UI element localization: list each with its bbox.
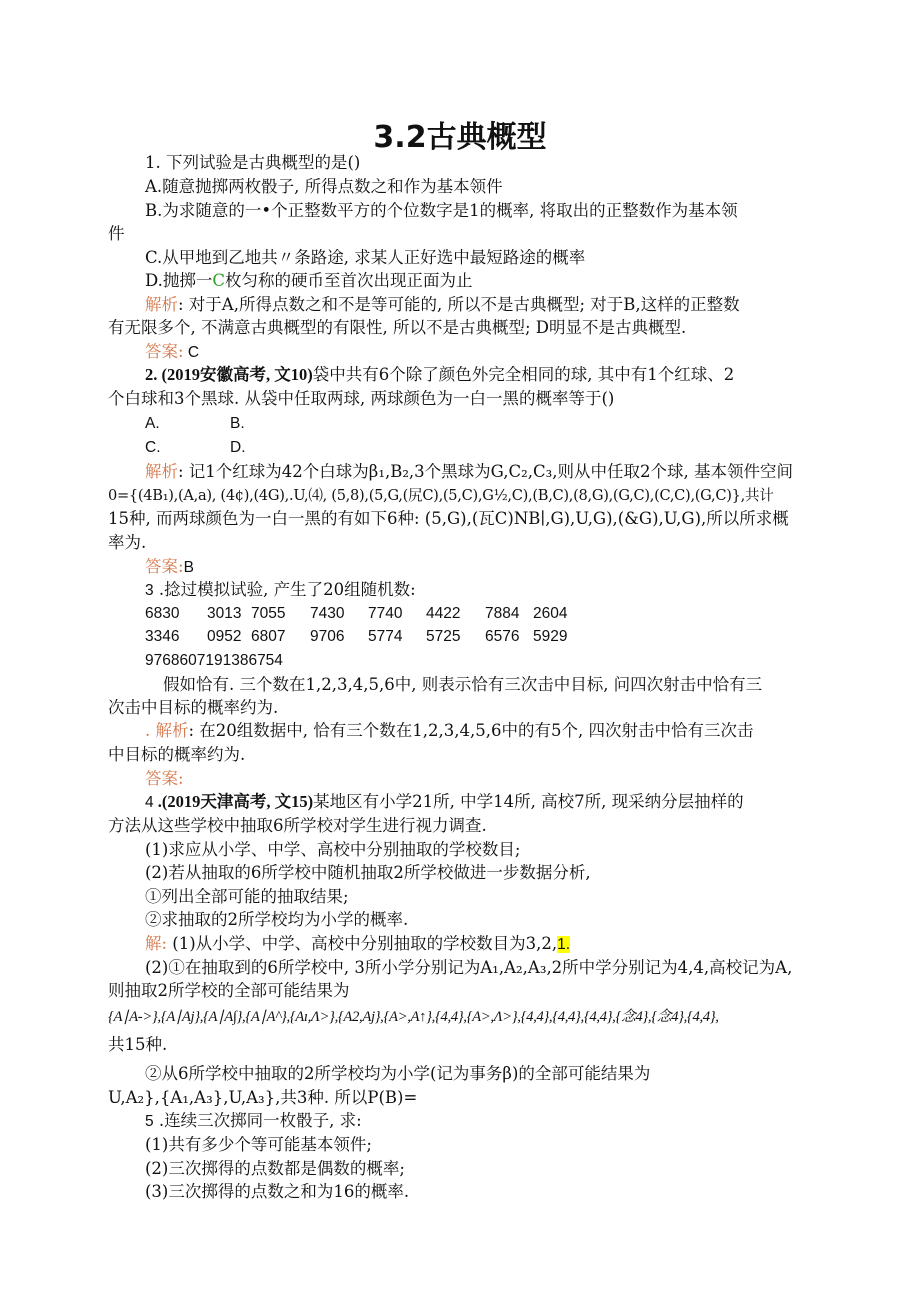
q5-number: 5 — [145, 1113, 154, 1130]
q1-option-d-pre: D.抛掷一 — [145, 271, 213, 290]
q2-option-c: C. — [145, 439, 161, 456]
q3-text-cont: 次击中目标的概率约为. — [108, 698, 279, 717]
q5-stem-text: .连续三次掷同一枚骰子, 求: — [153, 1111, 362, 1130]
q2-sample-space: 0={(4B₁),(A,a), (4¢),(4G),.U,⑷, (5,8),(5,G,(尻C),(5,C),G½,C),(B,C),(8,G),(G,C),(C,C),(G,C)},共计 — [108, 487, 774, 504]
random-number: 6830 — [145, 605, 180, 622]
q1-option-d — [145, 270, 473, 292]
q1-stem: 1. 下列试验是古典概型的是() — [145, 153, 361, 172]
q2-stem — [145, 364, 734, 386]
q1-analysis-cont: 有无限多个, 不满意古典概型的有限性, 所以不是古典概型; D明显不是古典概型. — [108, 318, 687, 337]
q3-analysis-label: . 解析 — [145, 721, 189, 740]
q1-option-a: A.随意抛掷两枚骰子, 所得点数之和作为基本领件 — [145, 177, 503, 196]
q4-outcomes-count: 共15种. — [108, 1035, 168, 1054]
q2-answer-label: 答案: — [145, 557, 184, 576]
q2-source: (2019安徽高考, 文10) — [157, 365, 313, 384]
random-number: 3346 — [145, 628, 180, 645]
random-number: 7884 — [485, 605, 520, 622]
q4-part-2: (2)若从抽取的6所学校中随机抽取2所学校做进一步数据分析, — [145, 863, 591, 882]
q4-solution-part-3-cont: U,A₂},{A₁,A₃},U,A₃},共3种. 所以P(B)= — [108, 1088, 418, 1107]
q2-number: 2. — [145, 365, 158, 384]
q3-analysis — [145, 720, 754, 742]
q2-answer — [145, 556, 194, 579]
q2-analysis-text: : 记1个红球为42个白球为β₁,B₂,3个黑球为G,C₂,C₃,则从中任取2个球, 基本领件空间 — [178, 462, 793, 481]
q4-solution — [145, 933, 570, 956]
q2-stem-text: 袋中共有6个除了颜色外完全相同的球, 其中有1个红球、2 — [312, 365, 735, 384]
q4-solution-part-3: ②从6所学校中抽取的2所学校均为小学(记为事务β)的全部可能结果为 — [145, 1064, 651, 1083]
q1-answer — [145, 341, 199, 364]
q1-option-d-mark: C — [212, 271, 226, 290]
random-number: 3013 — [207, 605, 242, 622]
q3-answer-label: 答案: — [145, 769, 184, 788]
q1-option-b-cont: 件 — [108, 224, 125, 243]
q4-stem-text: 某地区有小学21所, 中学14所, 高校7所, 现采纳分层抽样的 — [313, 792, 744, 811]
q4-part-2-sub-2: ②求抽取的2所学校均为小学的概率. — [145, 910, 409, 929]
random-number: 4422 — [426, 605, 461, 622]
q3-answer — [145, 768, 184, 790]
random-number: 5725 — [426, 628, 461, 645]
q2-option-b: B. — [230, 415, 245, 432]
q1-analysis-text: : 对于A,所得点数之和不是等可能的, 所以不是古典概型; 对于B,这样的正整数 — [178, 295, 740, 314]
page-title: 3.2古典概型 — [373, 120, 547, 155]
q4-source: .(2019天津高考, 文15) — [153, 792, 314, 811]
q2-analysis — [145, 461, 793, 483]
q2-analysis-label: 解析 — [145, 462, 178, 481]
random-number: 9706 — [310, 628, 345, 645]
q3-text: 假如恰有. 三个数在1,2,3,4,5,6中, 则表示恰有三次击中目标, 问四次射击中恰有三 — [163, 675, 763, 694]
q4-number: 4 — [145, 794, 154, 811]
q5-stem — [145, 1110, 362, 1133]
random-number: 2604 — [533, 605, 568, 622]
random-number: 7055 — [251, 605, 286, 622]
q4-solution-part-2-cont: 则抽取2所学校的全部可能结果为 — [108, 981, 350, 1000]
q4-solution-label: 解: — [145, 934, 168, 953]
q4-outcomes-list: {A∣A->},{A∣Aj},{A∣A∫},{A∣A^},{Aı,Λ>},{A2,Aj},{A>,A↑},{4,4},{A>,Λ>},{4,4},{4,4},{4,4},{念4},{念4},{4,4}, — [108, 1009, 719, 1025]
random-number: 0952 — [207, 628, 242, 645]
q2-analysis-cont: 15种, 而两球颜色为一白一黑的有如下6种: (5,G),(瓦C)NB∣,G),U,G),(&G),U,G),所以所求概 — [108, 509, 789, 528]
q4-stem — [145, 791, 744, 814]
q4-part-1: (1)求应从小学、中学、高校中分别抽取的学校数目; — [145, 840, 521, 859]
q4-solution-part-2: (2)①在抽取到的6所学校中, 3所小学分别记为A₁,A₂,A₃,2所中学分别记为4,4,高校记为A, — [145, 958, 793, 977]
q4-stem-cont: 方法从这些学校中抽取6所学校对学生进行视力调查. — [108, 816, 487, 835]
q1-option-d-post: 枚匀称的硬币至首次出现正面为止 — [225, 271, 473, 290]
random-number: 5774 — [368, 628, 403, 645]
q2-stem-cont: 个白球和3个黑球. 从袋中任取两球, 两球颜色为一白一黑的概率等于() — [108, 389, 615, 408]
q3-stem-text: .捻过模拟试验, 产生了20组随机数: — [153, 580, 416, 599]
q3-number: 3 — [145, 582, 154, 599]
q1-answer-label: 答案: — [145, 342, 184, 361]
q5-part-3: (3)三次掷得的点数之和为16的概率. — [145, 1182, 410, 1201]
q4-solution-text: (1)从小学、中学、高校中分别抽取的学校数目为3,2, — [167, 934, 558, 953]
q2-analysis-end: 率为. — [108, 533, 147, 552]
q5-part-1: (1)共有多少个等可能基本领件; — [145, 1135, 372, 1154]
random-number: 7430 — [310, 605, 345, 622]
q3-analysis-cont: 中目标的概率约为. — [108, 745, 246, 764]
q4-part-2-sub-1: ①列出全部可能的抽取结果; — [145, 887, 349, 906]
q4-solution-highlight: 1. — [557, 936, 571, 953]
q1-answer-value: C — [183, 344, 200, 361]
q5-part-2: (2)三次掷得的点数都是偶数的概率; — [145, 1159, 405, 1178]
random-number: 5929 — [533, 628, 568, 645]
random-numbers-row-3: 9768607191386754 — [145, 652, 283, 669]
q2-option-a: A. — [145, 415, 160, 432]
q1-analysis-label: 解析 — [145, 295, 178, 314]
q3-analysis-text: : 在20组数据中, 恰有三个数在1,2,3,4,5,6中的有5个, 四次射击中恰有三次击 — [188, 721, 754, 740]
q1-analysis — [145, 294, 740, 316]
q2-answer-value: B — [183, 559, 194, 576]
random-number: 7740 — [368, 605, 403, 622]
q1-option-b: B.为求随意的一•个正整数平方的个位数字是1的概率, 将取出的正整数作为基本领 — [145, 201, 738, 220]
q1-option-c: C.从甲地到乙地共〃条路途, 求某人正好选中最短路途的概率 — [145, 248, 586, 267]
q2-option-d: D. — [230, 439, 246, 456]
q3-stem — [145, 579, 416, 602]
random-number: 6807 — [251, 628, 286, 645]
random-number: 6576 — [485, 628, 520, 645]
